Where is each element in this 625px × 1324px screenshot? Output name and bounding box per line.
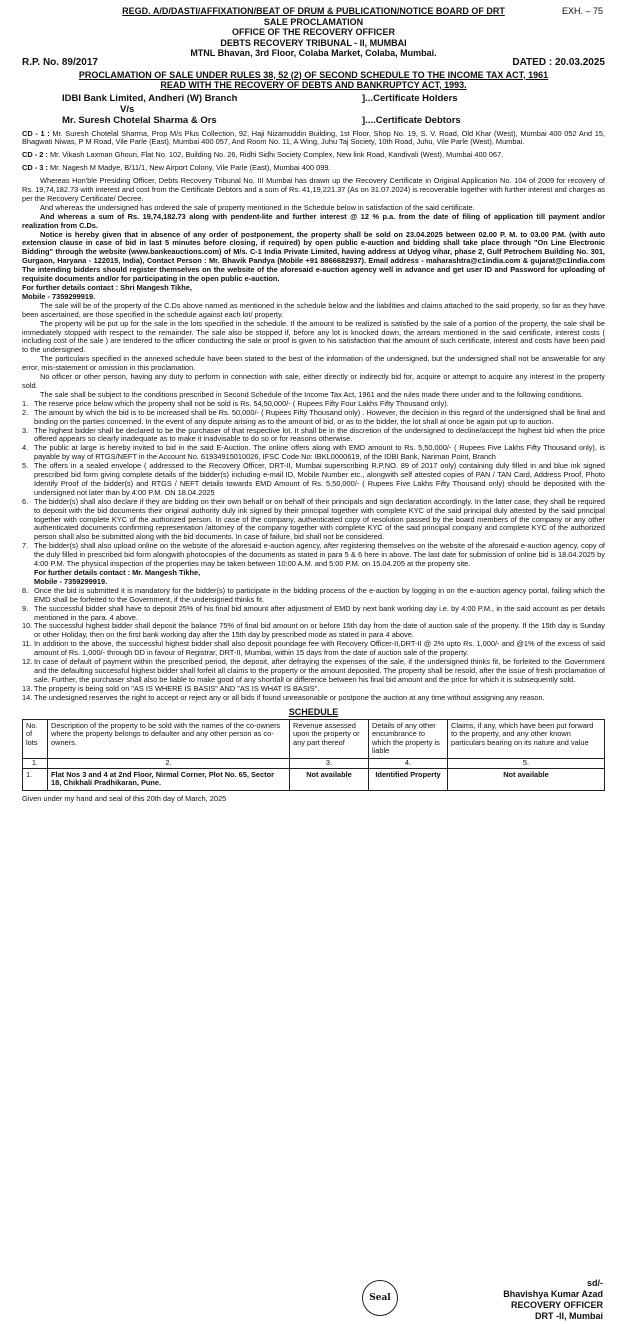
schedule-header-row: [23, 719, 605, 758]
cd-2-label: CD - 2 :: [22, 150, 48, 160]
condition-mobile: Mobile - 7359299919.: [34, 576, 108, 586]
condition-number: 5.: [22, 461, 29, 471]
proclamation-title: [22, 70, 605, 90]
cd-2: [22, 151, 605, 160]
certificate-debtor: Mr. Suresh Chotelal Sharma & Ors: [62, 114, 217, 126]
condition-text: In case of default of payment within the prescribed period, the deposit, after defraying the expenses of the sale, if the undersigned thinks fit, be forfeited to the Government and the defaulting successful highest bidder shall forfeit all claims to the property or the amount deposited. The property shall be resold, after the issue of fresh proclamation of sale. Further, the purchaser shall also be liable to make good of any shortfall or difference between his final bid amount and the price for which it is subsequently sold.: [34, 657, 605, 684]
condition-number: 13.: [22, 683, 33, 693]
signature-block: [503, 1278, 603, 1322]
condition-number: 2.: [22, 407, 29, 417]
para-lots: The property will be put up for the sale in the lots specified in the schedule. If the amount to be realized is satisfied by the sale of a portion of the property, the sale shall be immediately stopped with respect to the remainder. The sale also be stopped if, before any lot is knocked down, the arrears mentioned in the said certificate, interest costs ( including cost of the sale ) are tendered to the officer conducting the sale or proof is given to his satisfaction that the amount of such certificate, interest and costs have been paid to the undersigned.: [22, 318, 605, 355]
signatory-office: DRT -II, Mumbai: [535, 1311, 603, 1321]
condition-number: 12.: [22, 657, 33, 667]
revenue-assessed: Not available: [290, 768, 369, 790]
condition-text: In addition to the above, the successful highest bidder shall also deposit poundage fee with Recovery Officer-II,DRT-II @ 2% upto Rs. 1,000/- and @1% of the excess of said amount of Rs. 1,000/- through DD in favour of Registrar, DRT-II, Mumbai, within 15 days from the date of auction sale of the property.: [34, 639, 605, 658]
claims: Not available: [448, 768, 605, 790]
schedule-table: [22, 719, 605, 791]
condition-text: The undesigned reserves the right to accept or reject any or all bids if found unreasonable or postpone the auction at any time without assigning any reason.: [34, 692, 545, 702]
header-line-3: OFFICE OF THE RECOVERY OFFICER: [231, 27, 395, 37]
condition-item: [22, 444, 605, 462]
condition-number: 10.: [22, 621, 33, 631]
lot-number: 1.: [23, 768, 48, 790]
proclamation-line-2: READ WITH THE RECOVERY OF DEBTS AND BANKRUPTCY ACT, 1993.: [160, 79, 467, 90]
property-description: Flat Nos 3 and 4 at 2nd Floor, Nirmal Corner, Plot No. 65, Sector 18, Chikhali Pradhikaran, Pune.: [48, 768, 290, 790]
seal-stamp: Seal: [362, 1280, 398, 1316]
condition-text: The successful bidder shall have to deposit 25% of his final bid amount after adjustment of EMD by next bank working day i.e. by 4:00 P.M., in the said account as per details mentioned in the para. 4 above.: [34, 603, 605, 622]
header-line-5: MTNL Bhavan, 3rd Floor, Colaba Market, Colaba, Mumbai.: [190, 48, 437, 58]
condition-number: 6.: [22, 496, 29, 506]
condition-item: [22, 409, 605, 427]
para-sale-property: The sale will be of the property of the C.Ds above named as mentioned in the schedule below and the liabilities and claims attached to the said property, so far as they have been ascertained, are those specified in the schedule against each lot/ property.: [22, 300, 605, 319]
condition-text: Once the bid is submitted it is mandatory for the bidder(s) to participate in the bidding process of the e-auction by logging in on the e-auction agency portal, failing which the EMD shall be forfeited to the Government, if the undersigned thinks fit.: [34, 585, 605, 604]
debtor-role: ]....Certificate Debtors: [362, 114, 461, 126]
condition-text: The offers in a sealed envelope ( addressed to the Recovery Officer, DRT-II, Mumbai superscribing R.P.NO. 89 of 2017 only) containing duly filled in and blue ink signed prescribed bid form giving complete details of the bidder(s) including e-mail ID, Mobile Number etc., alongwith self attested copies of PAN / TAN Card, Address Proof, Photo Identify Proof of the bidder(s) and RTGS / NEFT details towards EMD Amount of Rs. 5,50,000/- ( Rupees Five Lakhs Fifty Thousand only) should be deposited with the undersigned not later than by 4:00 P.M. ON 18.04.2025: [34, 461, 605, 497]
para-contact-mobile: Mobile - 7359299919.: [22, 291, 96, 301]
cd-3-address: Mr. Nagesh M Madye, B/11/1, New Airport Colony, Vile Parle (East), Mumbai 400 099.: [49, 163, 331, 173]
schedule-data-row: [23, 768, 605, 790]
condition-text: The property is being sold on "AS IS WHERE IS BASIS" AND "AS IS WHAT IS BASIS".: [34, 683, 320, 693]
header-line-2: SALE PROCLAMATION: [263, 16, 364, 27]
condition-item: [22, 622, 605, 640]
conditions-list: [22, 400, 605, 703]
condition-item: [22, 658, 605, 685]
para-no-officer: No officer or other person, having any duty to perform in connection with sale, either directly or indirectly bid for, acquire or attempt to acquire any interest in the property sold.: [22, 372, 605, 390]
schedule-number-cell: 5.: [448, 758, 605, 768]
schedule-title: SCHEDULE: [288, 706, 339, 717]
para-contact-line: For further details contact : Shri Mangesh Tikhe,: [22, 283, 192, 292]
condition-text: The public at large is hereby invited to bid in the said E-Auction. The online offers along with EMD amount to Rs. 5,50,000/- ( Rupees Five Lakhs Fifty Thousand only), is payable by way of RTGS/NEFT in the Account No. 61934915010026, IFSC Code No: IBKL0000619, of the IDBI Bank, Nariman Point, Branch: [34, 443, 605, 462]
para-conditions-intro: The sale shall be subject to the conditions prescribed in Second Schedule of the Income Tax Act, 1961 and the rules made there under and to the following conditions.: [40, 389, 584, 399]
schedule-number-cell: 1.: [23, 758, 48, 768]
cd-2-address: Mr. Vikash Laxman Ghouri, Flat No. 102, Building No. 26, Ridhi Sidhi Society Complex, New link Road, Kandivali (West), Mumbai 400 067.: [49, 150, 504, 160]
parties: [62, 93, 605, 126]
schedule-header-cell: Claims, if any, which have been put forward to the property, and any other known particulars bearing on its nature and value: [448, 719, 605, 758]
para-notice-auction: Notice is hereby given that in absence of any order of postponement, the property shall be sold on 23.04.2025 between 02.00 P. M. to 03.00 P.M. (with auto extension clause in case of bid in last 5 minutes before closing, if required) by open public e-auction and bidding shall take place through "On Line Electronic Bidding" through the website (www.bankeauctions.com) of M/s. C-1 India Private Limited, having address at Udyog vihar, phase 2, Gulf Petrochem Building No. 301, Gurgaon, Haryana - 122015, India), Contact Person : Mr. Bhavik Pandya (Mobile +91 8866682937). Email address - maharashtra@c1india.com & gujarat@c1india.com The intending bidders should register themselves on the website of the aforesaid e-auction agency well in advance and get user ID and Password for uploading of requisite documents and/or for participating in the open public e-auction.: [22, 229, 605, 284]
cd-3: [22, 164, 605, 173]
cd-1-label: CD - 1 :: [22, 128, 50, 138]
condition-item: [22, 542, 605, 587]
condition-text-block: [34, 542, 605, 587]
schedule-header-cell: No. of lots: [23, 719, 48, 758]
condition-number: 11.: [22, 639, 32, 649]
para-sum-interest: And whereas a sum of Rs. 19,74,182.73 along with pendent-lite and further interest @ 12 % p.a. from the date of filing of application till payment and/or realization from C.Ds.: [22, 211, 605, 230]
condition-text: The reserve price below which the property shall not be sold is Rs. 54,50,000/- ( Rupees Fifty Four Lakhs Fifty Thousand only).: [34, 398, 449, 408]
footer: [22, 794, 605, 803]
condition-item: [22, 605, 605, 623]
condition-item: [22, 640, 605, 658]
schedule-header-cell: Details of any other encumbrance to which the property is liable: [369, 719, 448, 758]
signatory-name: Bhavishya Kumar Azad: [503, 1289, 603, 1299]
exhibit-number: EXH. – 75: [561, 6, 603, 16]
given-under-line: Given under my hand and seal of this 20th day of March, 2025: [22, 793, 227, 803]
condition-number: 3.: [22, 425, 29, 435]
condition-item: [22, 694, 605, 703]
cd-3-label: CD - 3 :: [22, 163, 48, 173]
holder-role: ]...Certificate Holders: [362, 92, 458, 104]
condition-item: [22, 498, 605, 543]
condition-number: 4.: [22, 443, 29, 453]
condition-text: The amount by which the bid is to be increased shall be Rs. 50,000/- ( Rupees Fifty Thousand only) . However, the decision in this regard of the undersigned shall be final and binding on the parties concerned. In the event of any dispute arising as to the amount of bid, or as to the bidder, the lot shall at once be again put up to auction.: [34, 407, 605, 426]
condition-item: [22, 587, 605, 605]
rp-number: R.P. No. 89/2017: [22, 56, 98, 68]
condition-number: 14.: [22, 692, 33, 702]
para-sale-ordered: And whereas the undersigned has ordered the sale of property mentioned in the Schedule below in satisfaction of the said certificate.: [40, 202, 475, 212]
para-recovery-certificate: Whereas Hon'ble Presiding Officer, Debts Recovery Tribunal No. III Mumbai has drawn up the Recovery Certificate in Original Application No. 104 of 2009 for recovery of Rs. 19,74,182.73 with interest and cost from the Certificate Debtors and a sum of Rs. 41,19,221.37 (As on 31.07.2024) is recoverable together with further interest and charges as per the Recovery Certificate/ Decree.: [22, 176, 605, 203]
condition-item: [22, 427, 605, 445]
condition-number: 1.: [22, 398, 29, 408]
signatory-title: RECOVERY OFFICER: [510, 1300, 603, 1310]
header-line-4: DEBTS RECOVERY TRIBUNAL - II, MUMBAI: [220, 37, 407, 48]
header-line-1: REGD. A/D/DASTI/AFFIXATION/BEAT OF DRUM & PUBLICATION/NOTICE BOARD OF DRT: [122, 6, 505, 16]
cd-1-address: Mr. Suresh Chotelal Sharma, Prop M/s Plus Collection, 92, Haji Nizamuddin Building, 1st Floor, Shop No. 19, S. V. Road, Old Khar (West), Mumbai 400 052 And 15, Bhagwati Niwas, P M Road, Vile Parle (East), Mumbai 400 057, And Room No. 11, A Wing, Juhu Taj Society, 10th Road, Juhu, Vile Parle (West), Mumbai.: [22, 128, 605, 147]
dated: DATED : 20.03.2025: [512, 56, 605, 68]
condition-item: [22, 462, 605, 498]
schedule-number-cell: 3.: [290, 758, 369, 768]
certificate-holder: IDBI Bank Limited, Andheri (W) Branch: [62, 92, 238, 104]
encumbrance: Identified Property: [369, 768, 448, 790]
schedule-number-cell: 2.: [48, 758, 290, 768]
condition-text: The bidder(s) shall also declare if they are bidding on their own behalf or on behalf of their principals and sign declaration accordingly. In the latter case, they shall be required to deposit with the bid documents their original authority duly ink signed by their principal together with complete KYC of the said principal duly attested by the said principal together with complete KYC of the authorized person. In case of the company, authenticated copy of resolution passed by the board members of the company or any other authenticated documents confirming representation /attorney of the company together with complete KYC of the said principal company and complete KYC of the authorized person shall also be submitted along with the bid documents. In case of failure, bid shall not be considered.: [34, 496, 605, 542]
schedule-number-cell: 4.: [369, 758, 448, 768]
condition-contact: For further details contact : Mr. Mangesh Tikhe,: [34, 568, 201, 577]
signature-sd: sd/-: [586, 1278, 603, 1288]
condition-text: The successful highest bidder shall deposit the balance 75% of final bid amount on or before 15th day from the date of auction sale of the property. If the 15th day is Sunday or other Holiday, then on the first bank working day after the 15th day by prescribed mode as stated in para 4 above.: [34, 621, 605, 640]
condition-text: The bidder(s) shall also upload online on the website of the aforesaid e-auction agency, after registering themselves on the website of the aforesaid e-auction agency, copy of the duly filled in prescribed bid form alongwith photocopies of the documents as stated in para 5 & 6 here in above. The last date for submission of online bid is 18.04.2025 by 4:00 P.M. The physical inspection of the properties may be taken between 10:00 A.M. and 5:00 P.M. on 15.04.205 at the property site.: [34, 541, 605, 569]
schedule-number-row: [23, 758, 605, 768]
condition-text: The highest bidder shall be declared to be the purchaser of that respective lot. It shall be in the discretion of the undersigned to decline/accept the highest bid when the price offered appears so clearly inadequate as to make it inadvisable to do so or for reasons otherwise.: [34, 425, 605, 444]
cd-1: [22, 130, 605, 148]
condition-number: 7.: [22, 541, 29, 551]
schedule-header-cell: Revenue assessed upon the property or any part thereof: [290, 719, 369, 758]
condition-number: 8.: [22, 585, 29, 595]
condition-number: 9.: [22, 603, 29, 613]
versus: V/s: [120, 103, 135, 115]
header: [22, 0, 605, 59]
schedule-header-cell: Description of the property to be sold with the names of the co-owners where the property belongs to defaulter and any other person as co-owners.: [48, 719, 290, 758]
proclamation-line-1: PROCLAMATION OF SALE UNDER RULES 38, 52 (2) OF SECOND SCHEDULE TO THE INCOME TAX ACT, 1961: [78, 69, 549, 80]
para-particulars: The particulars specified in the annexed schedule have been stated to the best of the information of the undersigned, but the undersigned shall not be answerable for any error, mis-statement or omission in this proclamation.: [22, 354, 605, 373]
